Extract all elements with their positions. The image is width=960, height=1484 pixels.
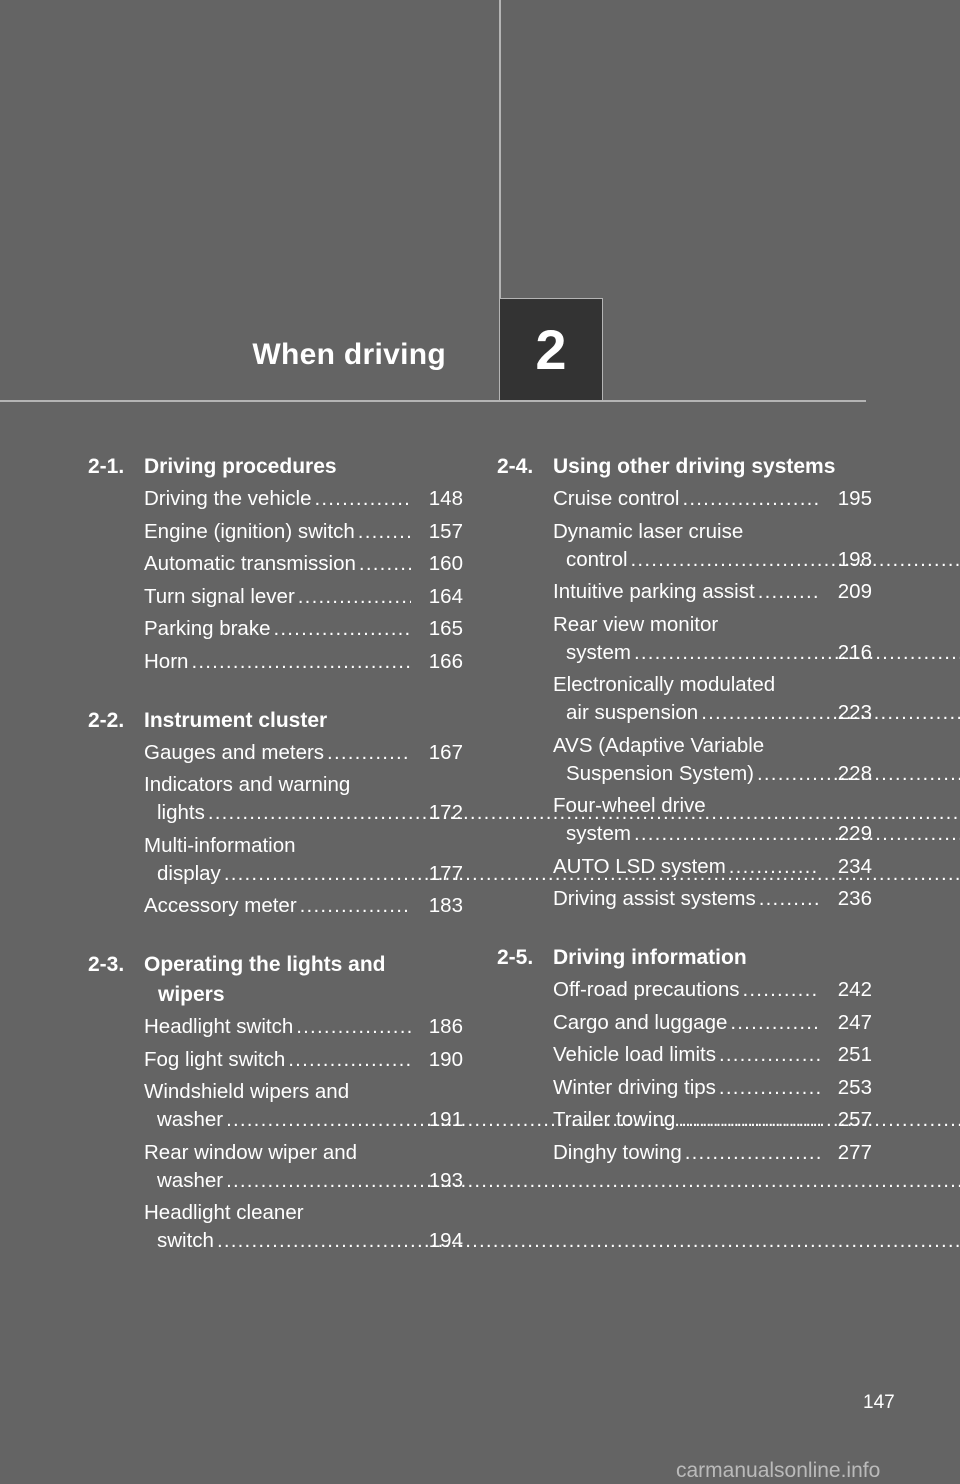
entry-title bbox=[144, 739, 411, 767]
entry-page-number: 216 bbox=[837, 640, 872, 664]
entry-leader-line bbox=[553, 1041, 820, 1069]
toc-section bbox=[88, 706, 463, 921]
entry-title-line: Cargo and luggage bbox=[553, 1010, 728, 1034]
entry-page-number: 172 bbox=[428, 801, 463, 824]
entry-page-number: 228 bbox=[837, 761, 872, 785]
entry-title-line: Indicators and warning bbox=[144, 773, 351, 796]
toc-entry[interactable] bbox=[553, 1041, 872, 1069]
entry-title bbox=[553, 1139, 820, 1167]
entry-title-line: Headlight cleaner bbox=[144, 1201, 304, 1224]
entry-leader-line bbox=[553, 1009, 820, 1037]
entry-page-number: 183 bbox=[428, 894, 463, 917]
watermark: carmanualsonline.info bbox=[676, 1459, 881, 1482]
entry-title-line: Gauges and meters bbox=[144, 740, 325, 764]
entry-title-line: washer bbox=[157, 1168, 224, 1192]
toc-column-right bbox=[497, 452, 872, 1197]
entry-leader-line bbox=[144, 739, 411, 767]
entry-page-number: 195 bbox=[837, 487, 872, 510]
entry-page-number: 190 bbox=[428, 1047, 463, 1071]
toc-entry[interactable] bbox=[144, 771, 463, 827]
entry-leader-line bbox=[144, 1046, 411, 1074]
entry-page-number: 247 bbox=[837, 1010, 872, 1034]
entry-leader-line bbox=[553, 639, 820, 667]
entry-title-line: Driving the vehicle bbox=[144, 487, 312, 510]
entry-page-number: 242 bbox=[837, 978, 872, 1001]
entry-leader-line bbox=[144, 892, 411, 920]
entry-page-number: 191 bbox=[428, 1108, 463, 1131]
section-number: 2-1. bbox=[88, 455, 125, 478]
section-title bbox=[553, 943, 872, 973]
dot-leader bbox=[719, 1041, 820, 1069]
entry-leader-line bbox=[144, 615, 411, 643]
entry-title bbox=[553, 976, 820, 1004]
dot-leader bbox=[359, 550, 411, 578]
dot-leader bbox=[634, 822, 960, 845]
toc-entry[interactable] bbox=[144, 648, 463, 676]
chapter-number-badge: 2 bbox=[499, 298, 603, 401]
section-number: 2-5. bbox=[497, 946, 534, 969]
toc-entry[interactable] bbox=[553, 976, 872, 1004]
section-title-line: Instrument cluster bbox=[144, 708, 328, 732]
toc-entry[interactable] bbox=[553, 671, 872, 727]
entry-leader-line bbox=[553, 546, 820, 574]
entry-leader-line bbox=[553, 485, 820, 513]
entry-page-number: 251 bbox=[837, 1043, 872, 1066]
entry-page-number: 186 bbox=[428, 1015, 463, 1038]
section-title bbox=[144, 452, 463, 482]
entry-title-line: Vehicle load limits bbox=[553, 1043, 716, 1066]
toc-entry[interactable] bbox=[553, 853, 872, 881]
entry-title-line: Accessory meter bbox=[144, 894, 297, 917]
entry-page-number: 177 bbox=[428, 861, 463, 885]
entry-title-line: Off-road precautions bbox=[553, 978, 740, 1001]
toc-entry[interactable] bbox=[553, 485, 872, 513]
page-number: 147 bbox=[863, 1392, 895, 1413]
toc-entry[interactable] bbox=[553, 1009, 872, 1037]
chapter-title: When driving bbox=[252, 338, 446, 371]
entry-title-line: Four-wheel drive bbox=[553, 794, 706, 817]
entry-leader-line bbox=[144, 485, 411, 513]
entry-leader-line bbox=[553, 976, 820, 1004]
entry-leader-line bbox=[144, 1227, 411, 1255]
entry-title bbox=[144, 1078, 411, 1134]
entry-leader-line bbox=[144, 860, 411, 888]
dot-leader bbox=[358, 518, 411, 546]
entry-title bbox=[144, 518, 411, 546]
entry-title bbox=[144, 583, 411, 611]
dot-leader bbox=[288, 1046, 411, 1074]
entry-title-line: Parking brake bbox=[144, 617, 271, 640]
entry-page-number: 167 bbox=[428, 740, 463, 764]
entry-title bbox=[553, 578, 820, 606]
entry-title-line: Cruise control bbox=[553, 487, 680, 510]
entry-page-number: 198 bbox=[837, 547, 872, 571]
entry-title-line: Dynamic laser cruise bbox=[553, 519, 744, 543]
entry-leader-line bbox=[553, 820, 820, 848]
entry-title-line: Horn bbox=[144, 649, 189, 673]
toc-entry[interactable] bbox=[144, 1013, 463, 1041]
entry-leader-line bbox=[553, 853, 820, 881]
entry-leader-line bbox=[553, 699, 820, 727]
entry-leader-line bbox=[553, 1106, 820, 1134]
entry-title-line: AVS (Adaptive Variable bbox=[553, 733, 765, 757]
entry-title-line: Electronically modulated bbox=[553, 673, 776, 696]
entry-title-line: Rear view monitor bbox=[553, 612, 719, 636]
section-heading bbox=[88, 452, 463, 482]
entry-title bbox=[144, 615, 411, 643]
entry-title-line: Headlight switch bbox=[144, 1015, 294, 1038]
entry-title-line: AUTO LSD system bbox=[553, 854, 726, 878]
toc-entry[interactable] bbox=[553, 1106, 872, 1134]
dot-leader bbox=[191, 648, 411, 676]
entry-leader-line bbox=[553, 578, 820, 606]
entry-title bbox=[144, 648, 411, 676]
section-title-line: wipers bbox=[158, 983, 225, 1006]
dot-leader bbox=[296, 1013, 411, 1041]
entry-leader-line bbox=[144, 1106, 411, 1134]
entry-title bbox=[553, 671, 820, 727]
toc-entry[interactable] bbox=[144, 1078, 463, 1134]
entry-title-line: Windshield wipers and bbox=[144, 1080, 350, 1103]
entry-title-line: Dinghy towing bbox=[553, 1140, 682, 1164]
entry-title bbox=[553, 885, 820, 913]
toc-entry[interactable] bbox=[144, 583, 463, 611]
toc-entry[interactable] bbox=[144, 1199, 463, 1255]
toc-entry[interactable] bbox=[144, 832, 463, 888]
entry-title bbox=[553, 1106, 820, 1134]
entry-title-line: lights bbox=[157, 801, 205, 824]
entry-page-number: 236 bbox=[837, 887, 872, 910]
toc-entry[interactable] bbox=[553, 1074, 872, 1102]
section-title-line: Operating the lights and bbox=[144, 953, 386, 976]
entry-leader-line bbox=[144, 550, 411, 578]
dot-leader bbox=[300, 892, 411, 920]
toc-entry[interactable] bbox=[553, 732, 872, 788]
toc-entry[interactable] bbox=[144, 485, 463, 513]
dot-leader bbox=[729, 853, 820, 881]
entry-title-line: system bbox=[566, 822, 631, 845]
entry-title-line: Intuitive parking assist bbox=[553, 580, 755, 603]
toc-entry[interactable] bbox=[144, 1139, 463, 1195]
toc-entry[interactable] bbox=[553, 885, 872, 913]
entry-title bbox=[553, 1074, 820, 1102]
section-number: 2-4. bbox=[497, 455, 534, 478]
toc-entry[interactable] bbox=[553, 792, 872, 848]
entry-title bbox=[144, 832, 411, 888]
entry-title-line: air suspension bbox=[566, 701, 699, 724]
entry-page-number: 164 bbox=[428, 584, 463, 608]
entry-page-number: 234 bbox=[837, 854, 872, 878]
entry-title bbox=[144, 485, 411, 513]
toc-entry[interactable] bbox=[144, 550, 463, 578]
entry-page-number: 257 bbox=[837, 1108, 872, 1131]
entry-title-line: Winter driving tips bbox=[553, 1075, 716, 1099]
entry-page-number: 193 bbox=[428, 1168, 463, 1192]
entry-title-line: Rear window wiper and bbox=[144, 1140, 358, 1164]
section-title bbox=[144, 950, 463, 1010]
entry-title bbox=[144, 1199, 411, 1255]
entry-page-number: 277 bbox=[837, 1140, 872, 1164]
toc-column-left bbox=[88, 452, 463, 1285]
toc-entry[interactable] bbox=[144, 518, 463, 546]
entry-title bbox=[553, 1041, 820, 1069]
entry-title bbox=[144, 1139, 411, 1195]
entry-title bbox=[144, 1013, 411, 1041]
entry-title bbox=[144, 1046, 411, 1074]
toc-section bbox=[88, 452, 463, 676]
dot-leader bbox=[743, 976, 820, 1004]
entry-title-line: Driving assist systems bbox=[553, 887, 756, 910]
dot-leader bbox=[315, 485, 412, 513]
section-heading bbox=[497, 452, 872, 482]
entry-leader-line bbox=[144, 583, 411, 611]
section-number: 2-3. bbox=[88, 953, 125, 976]
entry-title-line: Multi-information bbox=[144, 833, 296, 857]
entry-title-line: Suspension System) bbox=[566, 761, 755, 785]
entry-title bbox=[553, 485, 820, 513]
entry-leader-line bbox=[144, 648, 411, 676]
dot-leader bbox=[298, 583, 411, 611]
entry-title-line: control bbox=[566, 547, 628, 571]
entry-leader-line bbox=[553, 760, 820, 788]
entry-title bbox=[144, 771, 411, 827]
dot-leader bbox=[685, 1139, 820, 1167]
entry-page-number: 160 bbox=[428, 552, 463, 575]
toc-entry[interactable] bbox=[553, 578, 872, 606]
entry-page-number: 157 bbox=[428, 519, 463, 543]
dot-leader bbox=[759, 885, 820, 913]
toc-section bbox=[497, 943, 872, 1167]
dot-leader bbox=[327, 739, 411, 767]
toc-entry[interactable] bbox=[144, 739, 463, 767]
entry-page-number: 209 bbox=[837, 580, 872, 603]
entry-title bbox=[553, 1009, 820, 1037]
dot-leader bbox=[634, 641, 960, 664]
toc-entry[interactable] bbox=[144, 615, 463, 643]
entry-title bbox=[553, 853, 820, 881]
chapter-divider-vertical bbox=[499, 0, 501, 300]
entry-title bbox=[553, 611, 820, 667]
entry-page-number: 148 bbox=[428, 487, 463, 510]
entry-leader-line bbox=[144, 1013, 411, 1041]
section-heading bbox=[88, 706, 463, 736]
dot-leader bbox=[631, 548, 960, 571]
entry-leader-line bbox=[553, 1074, 820, 1102]
section-heading bbox=[88, 950, 463, 1010]
entry-title-line: switch bbox=[157, 1229, 214, 1252]
entry-title-line: Engine (ignition) switch bbox=[144, 519, 355, 543]
entry-leader-line bbox=[144, 1167, 411, 1195]
section-title-line: Driving information bbox=[553, 946, 747, 969]
entry-title-line: Trailer towing bbox=[553, 1108, 676, 1131]
section-title bbox=[553, 452, 872, 482]
entry-title-line: washer bbox=[157, 1108, 224, 1131]
section-number: 2-2. bbox=[88, 708, 125, 732]
entry-page-number: 165 bbox=[428, 617, 463, 640]
dot-leader bbox=[678, 1106, 820, 1134]
dot-leader bbox=[719, 1074, 820, 1102]
toc-entry[interactable] bbox=[553, 518, 872, 574]
entry-title bbox=[553, 518, 820, 574]
entry-title-line: display bbox=[157, 861, 221, 885]
toc-entry[interactable] bbox=[553, 611, 872, 667]
dot-leader bbox=[758, 578, 820, 606]
entry-page-number: 229 bbox=[837, 822, 872, 845]
section-title-line: Using other driving systems bbox=[553, 455, 836, 478]
toc-section bbox=[88, 950, 463, 1255]
dot-leader bbox=[217, 1229, 960, 1252]
entry-title bbox=[144, 550, 411, 578]
entry-leader-line bbox=[144, 518, 411, 546]
entry-title-line: system bbox=[566, 640, 631, 664]
entry-page-number: 194 bbox=[428, 1229, 463, 1252]
entry-title-line: Automatic transmission bbox=[144, 552, 356, 575]
entry-title-line: Fog light switch bbox=[144, 1047, 286, 1071]
toc-entry[interactable] bbox=[144, 1046, 463, 1074]
dot-leader bbox=[682, 485, 820, 513]
section-title bbox=[144, 706, 463, 736]
entry-page-number: 253 bbox=[837, 1075, 872, 1099]
entry-leader-line bbox=[553, 1139, 820, 1167]
chapter-divider-horizontal bbox=[0, 400, 866, 402]
toc-entry[interactable] bbox=[553, 1139, 872, 1167]
dot-leader bbox=[730, 1009, 820, 1037]
entry-title bbox=[553, 792, 820, 848]
toc-entry[interactable] bbox=[144, 892, 463, 920]
section-title-line: Driving procedures bbox=[144, 455, 337, 478]
entry-leader-line bbox=[144, 799, 411, 827]
dot-leader bbox=[273, 615, 411, 643]
entry-title bbox=[553, 732, 820, 788]
toc-section bbox=[497, 452, 872, 913]
entry-leader-line bbox=[553, 885, 820, 913]
entry-page-number: 223 bbox=[837, 701, 872, 724]
section-heading bbox=[497, 943, 872, 973]
entry-title-line: Turn signal lever bbox=[144, 584, 295, 608]
entry-page-number: 166 bbox=[428, 649, 463, 673]
entry-title bbox=[144, 892, 411, 920]
